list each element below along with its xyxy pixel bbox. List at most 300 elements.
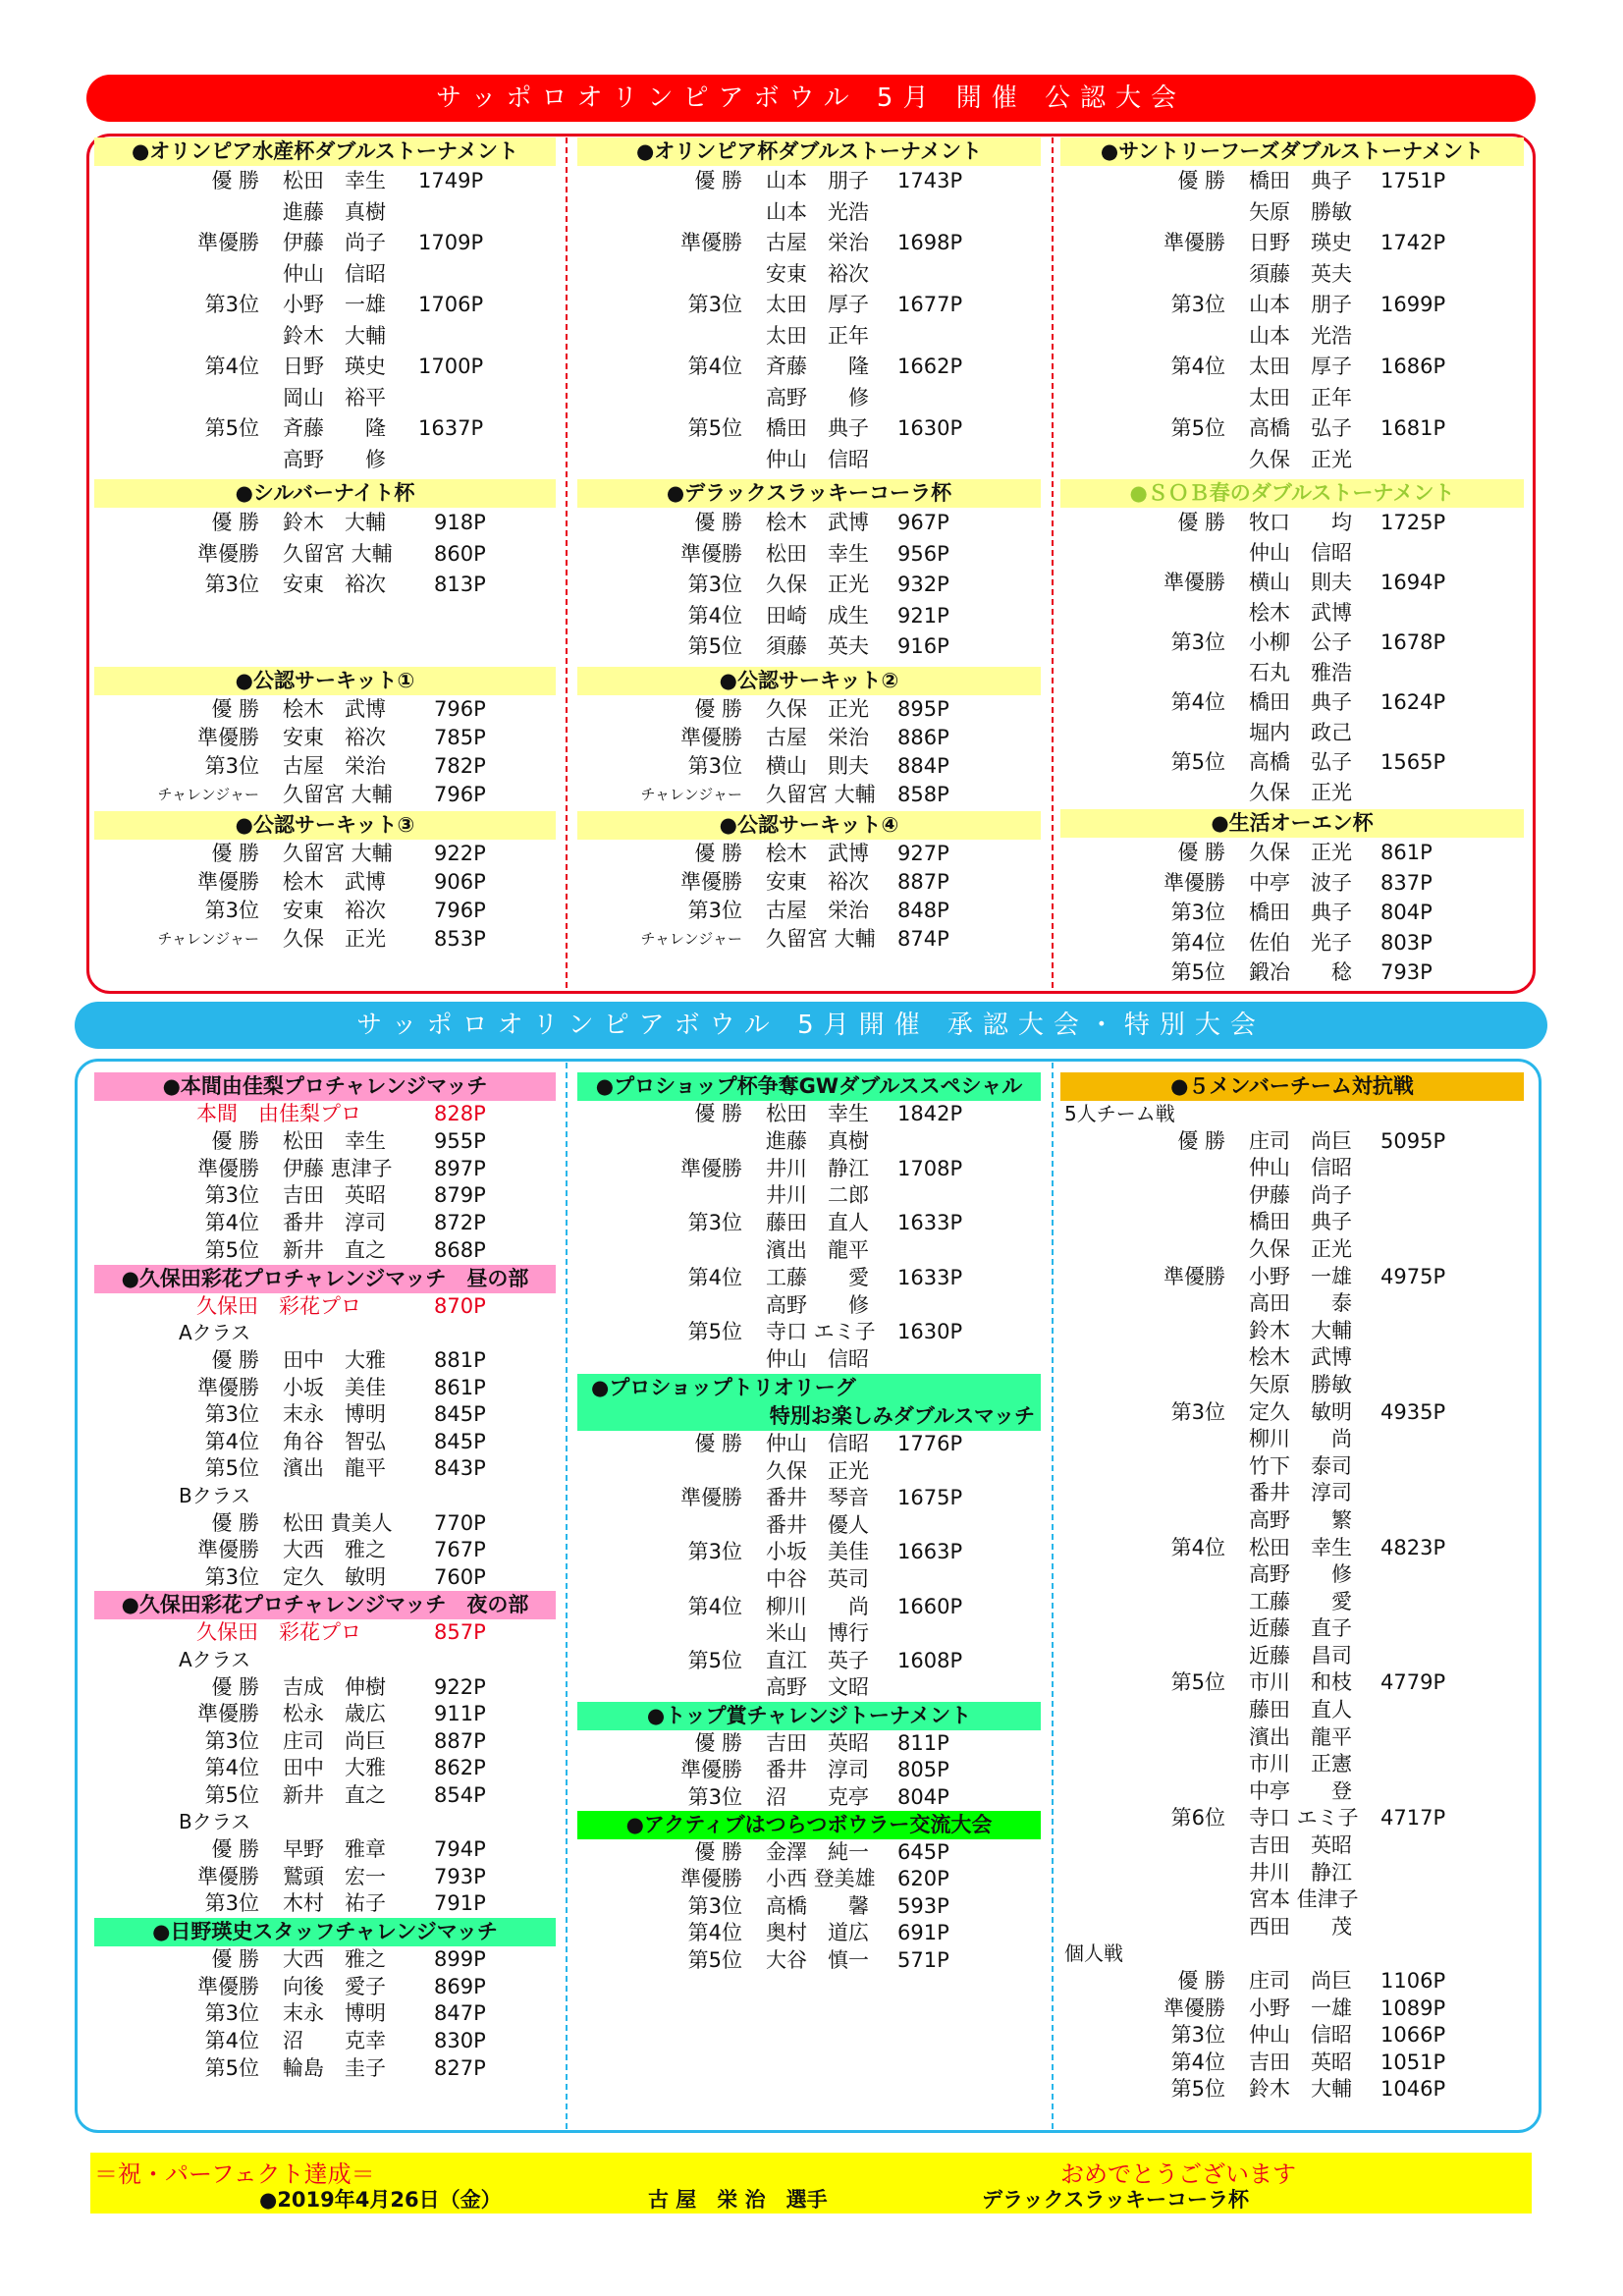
score: 830P — [434, 2029, 486, 2053]
player-name: 久保 正光 — [1249, 780, 1352, 804]
score: 922P — [434, 841, 486, 865]
rank-label: 優 勝 — [211, 1946, 259, 1971]
result-row — [577, 290, 1041, 321]
official-tournament-banner: サッポロオリンピアボウル 5月 開催 公認大会 — [86, 75, 1536, 122]
result-row — [94, 1510, 556, 1538]
rank-label: 第4位 — [204, 1211, 259, 1235]
result-row — [1060, 2022, 1524, 2050]
score: 804P — [1380, 901, 1433, 924]
score: 1694P — [1380, 571, 1446, 594]
result-row — [1060, 1886, 1524, 1914]
player-name: 高野 繁 — [1249, 1507, 1352, 1532]
player-name: 中亭 波子 — [1249, 870, 1352, 895]
player-name: 佐伯 光子 — [1249, 930, 1352, 955]
perfect-event: デラックスラッキーコーラ杯 — [982, 2188, 1249, 2212]
rank-label: 優 勝 — [211, 1347, 259, 1372]
result-row — [1060, 1399, 1524, 1427]
player-name: 高橋 馨 — [766, 1893, 869, 1918]
result-row — [94, 868, 556, 897]
player-name: 石丸 雅浩 — [1249, 660, 1352, 684]
player-name: 久保 正光 — [766, 1458, 869, 1483]
rank-label: 準優勝 — [680, 541, 742, 566]
result-row — [1060, 1561, 1524, 1589]
tournament-section — [577, 1702, 1041, 1811]
result-row — [94, 1974, 556, 2001]
player-name: 鈴木 大輔 — [1249, 1318, 1352, 1342]
result-row — [1060, 838, 1524, 868]
score: 1046P — [1380, 2077, 1446, 2102]
rank-label: 準優勝 — [1163, 571, 1225, 594]
result-row — [1060, 1344, 1524, 1372]
result-row — [94, 1564, 556, 1592]
rank-label: 優 勝 — [1177, 511, 1225, 534]
rank-label: 第5位 — [687, 1947, 742, 1972]
result-row — [1060, 1669, 1524, 1697]
tournament-title-text: ●本間由佳梨プロチャレンジマッチ — [162, 1074, 488, 1098]
score: 847P — [434, 2001, 486, 2026]
rank-label: 優 勝 — [694, 1730, 742, 1755]
score: 4779P — [1380, 1670, 1446, 1695]
score: 796P — [434, 696, 486, 721]
rank-label: 本間 由佳梨プロ — [196, 1102, 361, 1125]
rank-label: チャレンジャー — [157, 785, 259, 803]
result-row — [577, 321, 1041, 353]
perfect-date: ●2019年4月26日（金） — [259, 2188, 502, 2212]
tournament-title — [94, 137, 556, 166]
score: 857P — [434, 1620, 486, 1645]
player-name: 古屋 栄治 — [766, 231, 869, 254]
player-name: 松永 歳広 — [283, 1702, 386, 1726]
tournament-title — [94, 811, 556, 840]
result-row — [577, 197, 1041, 229]
rank-label: 優 勝 — [694, 841, 742, 865]
result-row — [577, 413, 1041, 445]
result-row — [577, 166, 1041, 197]
tournament-section — [577, 1374, 1041, 1702]
player-name: 定久 敏明 — [283, 1564, 386, 1589]
player-name: 沼 克亭 — [766, 1784, 869, 1809]
rank-label: 第3位 — [204, 1183, 259, 1208]
player-name: 田崎 成生 — [766, 603, 869, 628]
result-row — [94, 508, 556, 539]
score: 620P — [897, 1867, 949, 1891]
result-row — [1060, 868, 1524, 899]
tournament-title — [94, 1591, 556, 1619]
tournament-title — [1060, 479, 1524, 508]
player-name: 久留宮 大輔 — [283, 782, 393, 806]
tournament-section — [94, 1591, 556, 1918]
player-name: 高野 修 — [766, 385, 869, 410]
score: 794P — [434, 1837, 486, 1862]
column-official-1 — [94, 137, 556, 954]
player-name: 市川 正憲 — [1249, 1752, 1352, 1777]
player-name: 直江 英子 — [766, 1648, 869, 1672]
result-row — [577, 868, 1041, 897]
rank-label: 久保田 彩花プロ — [196, 1620, 361, 1645]
tournament-title-text: ●シルバーナイト杯 — [235, 481, 415, 505]
result-row — [1060, 1236, 1524, 1264]
result-row — [94, 781, 556, 809]
result-row — [577, 840, 1041, 868]
result-row — [577, 695, 1041, 724]
tournament-title — [1060, 809, 1524, 838]
score: 1678P — [1380, 630, 1446, 654]
result-row — [1060, 658, 1524, 688]
player-name: 松田 幸生 — [1249, 1535, 1352, 1559]
score: 927P — [897, 841, 949, 865]
player-name: 堀内 政己 — [1249, 720, 1352, 744]
player-name: 新井 直之 — [283, 1237, 386, 1262]
player-name: 新井 直之 — [283, 1782, 386, 1807]
result-row — [1060, 413, 1524, 445]
result-row — [1060, 383, 1524, 414]
result-row — [94, 352, 556, 383]
player-name: 寺口 エミ子 — [766, 1320, 876, 1344]
player-name: 橋田 典子 — [1249, 901, 1352, 924]
result-row — [1060, 628, 1524, 658]
result-row — [577, 1512, 1041, 1540]
score: 813P — [434, 573, 486, 596]
tournament-section — [1060, 1072, 1524, 2104]
rank-label: チャレンジャー — [640, 785, 742, 803]
result-row — [1060, 778, 1524, 808]
player-name: 濱出 龍平 — [1249, 1724, 1352, 1749]
player-name: 久保 正光 — [1249, 841, 1352, 864]
tournament-title-text: ●オリンピア杯ダブルストーナメント — [635, 139, 982, 163]
pro-score-row — [94, 1293, 556, 1321]
rank-label: 優 勝 — [211, 696, 259, 721]
rank-label: 優 勝 — [211, 1510, 259, 1535]
column-approved-3 — [1060, 1072, 1524, 2104]
score: 853P — [434, 926, 486, 951]
player-name: 鈴木 大輔 — [283, 511, 386, 534]
result-row — [94, 724, 556, 752]
tournament-title — [577, 1702, 1041, 1730]
score: 1709P — [418, 231, 484, 254]
player-name: 庄司 尚巨 — [283, 1728, 386, 1753]
score: 932P — [897, 573, 949, 596]
player-name: 西田 茂 — [1249, 1914, 1352, 1939]
score: 872P — [434, 1211, 486, 1235]
player-name: 角谷 智弘 — [283, 1429, 386, 1453]
result-row — [94, 925, 556, 954]
rank-label: 準優勝 — [680, 1867, 742, 1891]
rank-label: 第3位 — [204, 293, 259, 316]
player-name: 番井 琴音 — [766, 1486, 869, 1510]
player-name: 市川 和枝 — [1249, 1670, 1352, 1695]
class-label: Aクラス — [179, 1321, 251, 1345]
score: 645P — [897, 1840, 949, 1865]
player-name: 小坂 美佳 — [766, 1540, 869, 1564]
player-name: 井川 静江 — [1249, 1860, 1352, 1885]
perfect-player: 古 屋 栄 治 選手 — [648, 2188, 828, 2212]
rank-label: 優 勝 — [694, 1431, 742, 1455]
result-row — [577, 1210, 1041, 1237]
score: 887P — [897, 869, 949, 894]
player-name: 高野 文昭 — [766, 1675, 869, 1700]
player-name: 早野 雅章 — [283, 1837, 386, 1862]
tournament-title-text: ●プロショップ杯争奪GWダブルススペシャル — [595, 1074, 1023, 1098]
tournament-title-text: ●公認サーキット③ — [235, 812, 415, 837]
result-row — [577, 1566, 1041, 1594]
score: 1743P — [897, 169, 963, 192]
result-row — [1060, 2050, 1524, 2077]
rank-label: 第4位 — [1170, 355, 1225, 378]
rank-label: 優 勝 — [1177, 169, 1225, 192]
tournament-section — [94, 479, 556, 663]
player-name: 末永 博明 — [283, 1402, 386, 1427]
player-name: 伊藤 恵津子 — [283, 1156, 393, 1180]
tournament-subtitle: 特別お楽しみダブルスマッチ — [769, 1403, 1035, 1428]
result-row — [94, 1156, 556, 1183]
player-name: 日野 瑛史 — [283, 355, 386, 378]
player-name: 橋田 典子 — [766, 416, 869, 440]
rank-label: 準優勝 — [197, 725, 259, 749]
score: 1699P — [1380, 293, 1446, 316]
score: 1677P — [897, 293, 963, 316]
tournament-title-text: ●日野瑛史スタッフチャレンジマッチ — [152, 1919, 498, 1943]
result-row — [94, 228, 556, 259]
tournament-title — [94, 667, 556, 695]
rank-label: 第5位 — [204, 1782, 259, 1807]
player-name: 久留宮 大輔 — [283, 541, 393, 566]
player-name: 太田 正年 — [1249, 385, 1352, 410]
tournament-title — [94, 1918, 556, 1946]
score: 868P — [434, 1237, 486, 1262]
score: 1624P — [1380, 690, 1446, 714]
player-name: 吉田 英昭 — [1249, 1833, 1352, 1858]
player-name: 田中 大雅 — [283, 1347, 386, 1372]
tournament-section — [94, 1072, 556, 1265]
player-name: 末永 博明 — [283, 2001, 386, 2026]
rank-label: 第4位 — [687, 355, 742, 378]
player-name: 久保 正光 — [1249, 447, 1352, 471]
player-name: 久留宮 大輔 — [766, 782, 876, 806]
player-name: 大西 雅之 — [283, 1946, 386, 1971]
result-row — [1060, 928, 1524, 958]
tournament-title-text: ●久保田彩花プロチャレンジマッチ 昼の部 — [121, 1266, 529, 1290]
result-row — [94, 1237, 556, 1265]
score: 4935P — [1380, 1399, 1446, 1424]
player-name: 久保 正光 — [1249, 1236, 1352, 1261]
rank-label: 準優勝 — [197, 1702, 259, 1726]
score: 1089P — [1380, 1995, 1446, 2020]
score: 837P — [1380, 870, 1433, 895]
player-name: 山本 朋子 — [1249, 293, 1352, 316]
result-row — [94, 290, 556, 321]
player-name: 吉田 英昭 — [1249, 2050, 1352, 2074]
player-name: 太田 厚子 — [1249, 355, 1352, 378]
result-row — [1060, 1507, 1524, 1535]
score: 1630P — [897, 1320, 963, 1344]
result-row — [94, 1728, 556, 1756]
result-row — [577, 1128, 1041, 1156]
tournament-title — [577, 137, 1041, 166]
player-name: 松田 幸生 — [766, 1102, 869, 1125]
result-row — [577, 1265, 1041, 1292]
rank-label: 第5位 — [204, 1237, 259, 1262]
rank-label: 第3位 — [687, 753, 742, 778]
tournament-section — [94, 137, 556, 475]
result-row — [1060, 1778, 1524, 1806]
tournament-section — [1060, 479, 1524, 807]
player-name: 柳川 尚 — [1249, 1427, 1352, 1451]
divider — [566, 1063, 568, 2129]
result-row — [577, 1648, 1041, 1675]
rank-label: チャレンジャー — [640, 929, 742, 948]
player-name: 高橋 弘子 — [1249, 750, 1352, 774]
tournament-title — [577, 1072, 1041, 1101]
result-row — [94, 413, 556, 445]
score: 918P — [434, 511, 486, 534]
rank-label: 第5位 — [1170, 416, 1225, 440]
score: 1660P — [897, 1594, 963, 1618]
class-label: 5人チーム戦 — [1064, 1102, 1175, 1125]
player-name: 鍛冶 稔 — [1249, 960, 1352, 984]
rank-label: 第3位 — [204, 1891, 259, 1916]
result-row — [1060, 1372, 1524, 1399]
rank-label: 第3位 — [204, 1564, 259, 1589]
score: 803P — [1380, 930, 1433, 955]
player-name: 安東 裕次 — [283, 725, 386, 749]
result-row — [577, 897, 1041, 925]
result-row — [1060, 1697, 1524, 1724]
player-name: 近藤 直子 — [1249, 1616, 1352, 1641]
rank-label: 準優勝 — [680, 869, 742, 894]
column-official-2 — [577, 137, 1041, 954]
score: 1742P — [1380, 231, 1446, 254]
score: 886P — [897, 725, 949, 749]
player-name: 横山 則夫 — [766, 753, 869, 778]
rank-label: 第3位 — [687, 898, 742, 922]
player-name: 濱出 龍平 — [283, 1456, 386, 1481]
rank-label: 第5位 — [687, 416, 742, 440]
result-row — [94, 1182, 556, 1210]
player-name: 仲山 信昭 — [1249, 2023, 1352, 2048]
score: 955P — [434, 1128, 486, 1153]
player-name: 山本 朋子 — [766, 169, 869, 192]
rank-label: 優 勝 — [211, 841, 259, 865]
player-name: 仲山 信昭 — [1249, 540, 1352, 565]
rank-label: 優 勝 — [694, 169, 742, 192]
result-row — [1060, 1589, 1524, 1616]
player-name: 伊藤 尚子 — [1249, 1182, 1352, 1207]
score: 5095P — [1380, 1128, 1446, 1153]
player-name: 山本 光浩 — [1249, 323, 1352, 348]
class-label: Bクラス — [179, 1810, 251, 1834]
player-name: 小柳 公子 — [1249, 630, 1352, 654]
result-row — [1060, 898, 1524, 928]
rank-label: 準優勝 — [680, 231, 742, 254]
tournament-title-text: ●公認サーキット② — [719, 668, 899, 692]
player-name: 古屋 栄治 — [766, 725, 869, 749]
class-label: 個人戦 — [1064, 1941, 1123, 1966]
result-row — [577, 1292, 1041, 1320]
player-name: 安東 裕次 — [766, 869, 869, 894]
player-name: 庄司 尚巨 — [1249, 1969, 1352, 1993]
score: 906P — [434, 869, 486, 894]
perfect-game-notice — [90, 2153, 1532, 2214]
score: 796P — [434, 898, 486, 922]
score: 593P — [897, 1893, 949, 1918]
result-row — [94, 631, 556, 663]
rank-label: 優 勝 — [694, 511, 742, 534]
rank-label: 第4位 — [204, 1429, 259, 1453]
result-row — [1060, 197, 1524, 229]
score: 1637P — [418, 416, 484, 440]
result-row — [577, 259, 1041, 291]
player-name: 小野 一雄 — [1249, 1264, 1352, 1288]
result-row — [94, 1674, 556, 1702]
perfect-heading: ＝祝・パーフェクト達成＝ — [94, 2160, 375, 2188]
tournament-section — [577, 811, 1041, 954]
player-name: 松田 幸生 — [283, 1128, 386, 1153]
result-row — [94, 752, 556, 781]
rank-label: 第5位 — [1170, 2077, 1225, 2102]
score: 870P — [434, 1293, 486, 1318]
result-row — [94, 1782, 556, 1810]
tournament-title-text: ●プロショップトリオリーグ — [591, 1375, 856, 1399]
tournament-title — [577, 479, 1041, 508]
score: 845P — [434, 1402, 486, 1427]
rank-label: 第3位 — [204, 1728, 259, 1753]
player-name: 桧木 武博 — [1249, 1345, 1352, 1370]
player-name: 高野 修 — [766, 1292, 869, 1317]
score: 956P — [897, 541, 949, 566]
result-row — [577, 1458, 1041, 1486]
score: 1751P — [1380, 169, 1446, 192]
player-name: 高田 泰 — [1249, 1291, 1352, 1316]
tournament-title — [94, 1072, 556, 1101]
player-name: 岡山 裕平 — [283, 385, 386, 410]
rank-label: 第3位 — [204, 2001, 259, 2026]
player-name: 進藤 真樹 — [283, 199, 386, 224]
score: 827P — [434, 2056, 486, 2081]
tournament-title-text: ●デラックスラッキーコーラ杯 — [666, 481, 952, 505]
player-name: 松田 幸生 — [766, 541, 869, 566]
score: 862P — [434, 1756, 486, 1780]
score: 922P — [434, 1674, 486, 1699]
result-row — [577, 383, 1041, 414]
score: 805P — [897, 1758, 949, 1782]
player-name: 太田 厚子 — [766, 293, 869, 316]
score: 1662P — [897, 355, 963, 378]
approved-tournament-banner: サッポロオリンピアボウル 5月開催 承認大会・特別大会 — [75, 1002, 1547, 1049]
score: 879P — [434, 1183, 486, 1208]
score: 782P — [434, 753, 486, 778]
player-name: 安東 裕次 — [283, 898, 386, 922]
result-row — [1060, 1805, 1524, 1832]
rank-label: 第4位 — [204, 355, 259, 378]
divider — [1052, 137, 1054, 988]
score: 1686P — [1380, 355, 1446, 378]
class-label: Aクラス — [179, 1647, 251, 1671]
player-name: 須藤 英夫 — [766, 634, 869, 658]
result-row — [577, 1431, 1041, 1458]
player-name: 橋田 典子 — [1249, 1210, 1352, 1234]
rank-label: 第3位 — [687, 1784, 742, 1809]
result-row — [1060, 290, 1524, 321]
result-row — [1060, 1426, 1524, 1453]
tournament-section — [577, 137, 1041, 475]
result-row — [577, 1730, 1041, 1757]
rank-label: 第3位 — [204, 573, 259, 596]
rank-label: 第4位 — [687, 1921, 742, 1945]
rank-label: 準優勝 — [197, 1375, 259, 1399]
player-name: 久保 正光 — [766, 573, 869, 596]
score: 897P — [434, 1156, 486, 1180]
tournament-title — [94, 479, 556, 508]
